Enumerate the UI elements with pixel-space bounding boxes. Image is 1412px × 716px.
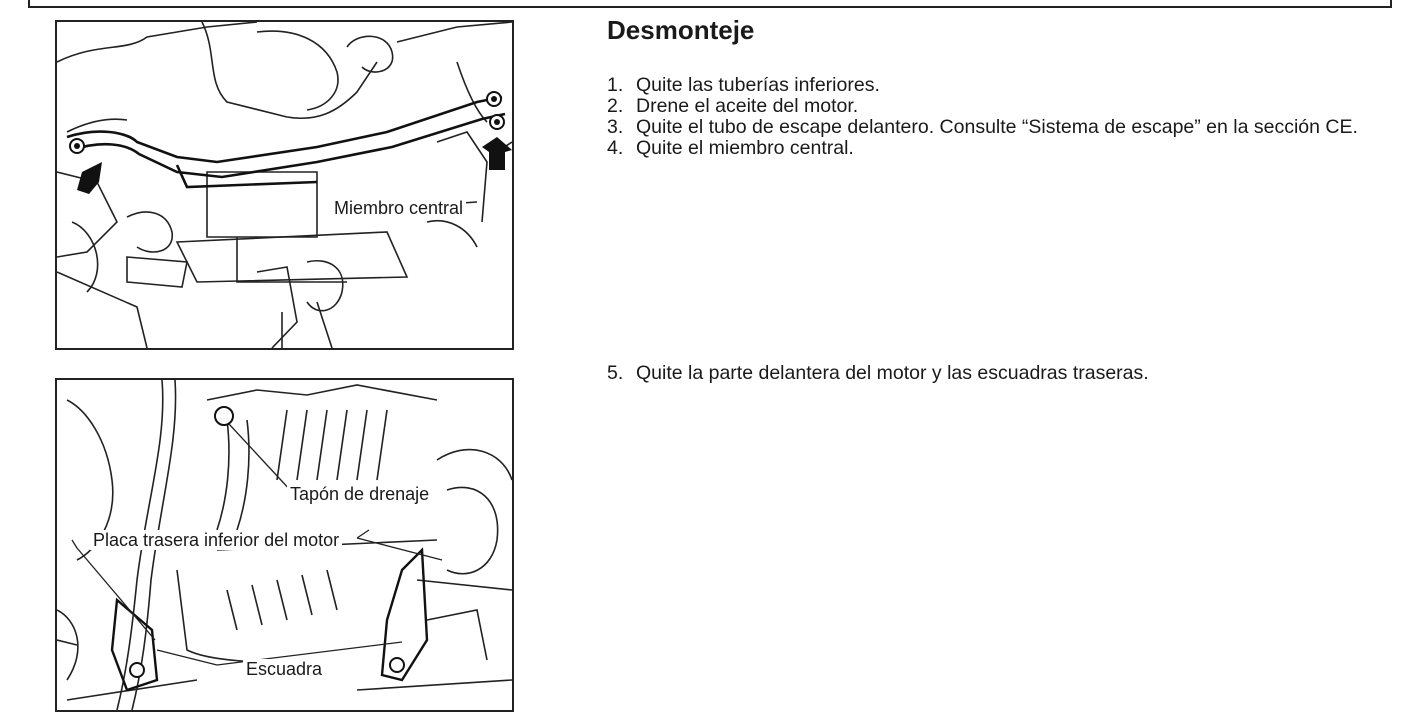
- step-number: 4.: [607, 137, 624, 159]
- step-item: [607, 96, 1367, 117]
- steps-list-first: [607, 75, 1367, 159]
- step-item: [607, 363, 1367, 384]
- step-number: 2.: [607, 95, 624, 117]
- center-member-illustration: [57, 22, 512, 348]
- step-text: Quite las tuberías inferiores.: [636, 74, 880, 96]
- step-text: Drene el aceite del motor.: [636, 95, 859, 117]
- callout-drain-plug: Tapón de drenaje: [287, 484, 432, 504]
- step-item: [607, 117, 1367, 138]
- page-top-border: [28, 0, 1392, 8]
- step-number: 1.: [607, 74, 624, 96]
- step-text: Quite la parte delantera del motor y las escuadras traseras.: [636, 362, 1149, 384]
- step-number: 3.: [607, 116, 624, 138]
- step-text: Quite el miembro central.: [636, 137, 854, 159]
- step-item: [607, 75, 1367, 96]
- figure-rear-plate: [55, 378, 514, 712]
- step-text: Quite el tubo de escape delantero. Consulte “Sistema de escape” en la sección CE.: [636, 116, 1358, 138]
- step-number: 5.: [607, 362, 624, 384]
- arrow-left-icon: [77, 162, 102, 194]
- figure-center-member: [55, 20, 514, 350]
- step-item: [607, 138, 1367, 159]
- section-title: Desmonteje: [607, 15, 755, 45]
- callout-center-member: Miembro central: [331, 198, 466, 218]
- callout-bracket: Escuadra: [243, 659, 325, 679]
- steps-list-second: [607, 363, 1367, 384]
- callout-lower-rear-plate: Placa trasera inferior del motor: [90, 530, 342, 550]
